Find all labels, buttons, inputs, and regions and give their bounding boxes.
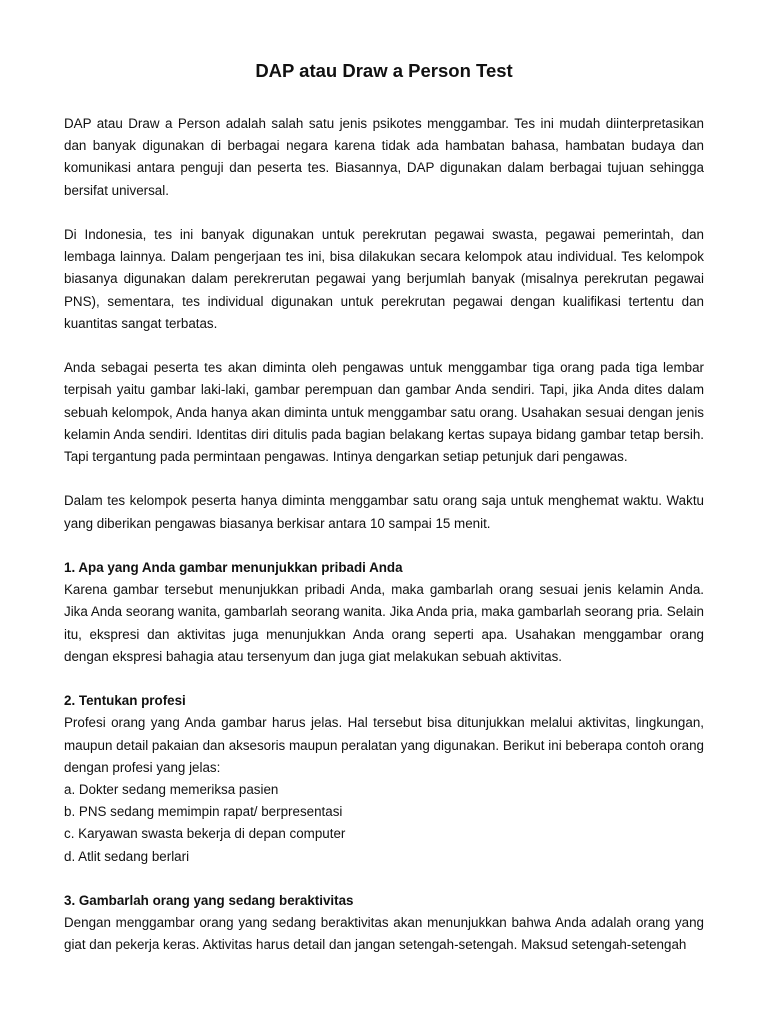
group-test-paragraph: Dalam tes kelompok peserta hanya diminta menggambar satu orang saja untuk menghemat waktu. Waktu yang diberikan pengawas biasanya berkisar antara 10 sampai 15 menit. <box>64 493 704 531</box>
list-item: c. Karyawan swasta bekerja di depan computer <box>64 826 346 842</box>
intro-paragraph: DAP atau Draw a Person adalah salah satu jenis psikotes menggambar. Tes ini mudah diinterpretasikan dan banyak digunakan di berbagai negara karena tidak ada hambatan bahasa, hambatan budaya dan komunikasi antara penguji dan peserta tes. Biasannya, DAP digunakan dalam berbagai tujuan sehingga bersifat universal. <box>64 116 704 198</box>
page-title: DAP atau Draw a Person Test <box>255 60 513 81</box>
section3-heading: 3. Gambarlah orang yang sedang beraktivitas <box>64 893 354 909</box>
instructions-paragraph: Anda sebagai peserta tes akan diminta oleh pengawas untuk menggambar tiga orang pada tiga lembar terpisah yaitu gambar laki-laki, gambar perempuan dan gambar Anda sendiri. Tapi, jika Anda dites dalam sebuah kelompok, Anda hanya akan diminta untuk menggambar satu orang. Usahakan sesuai dengan jenis kelamin Anda sendiri. Identitas diri ditulis pada bagian belakang kertas supaya bidang gambar tetap bersih. Tapi tergantung pada permintaan pengawas. Intinya dengarkan setiap petunjuk dari pengawas. <box>64 360 704 465</box>
list-item: a. Dokter sedang memeriksa pasien <box>64 782 279 798</box>
indonesia-paragraph: Di Indonesia, tes ini banyak digunakan untuk perekrutan pegawai swasta, pegawai pemerintah, dan lembaga lainnya. Dalam pengerjaan tes ini, bisa dilakukan secara kelompok atau individual. Tes kelompok biasanya digunakan dalam perekrerutan pegawai yang berjumlah banyak (misalnya perekrutan pegawai PNS), sementara, tes individual digunakan untuk perekrutan pegawai dengan kualifikasi tertentu dan kuantitas sangat terbatas. <box>64 227 704 331</box>
section3-body: Dengan menggambar orang yang sedang beraktivitas akan menunjukkan bahwa Anda adalah orang yang giat dan pekerja keras. Aktivitas harus detail dan jangan setengah-setengah. Maksud setengah-setengah <box>64 915 704 953</box>
section1-heading: 1. Apa yang Anda gambar menunjukkan pribadi Anda <box>64 560 403 575</box>
list-item: d. Atlit sedang berlari <box>64 848 190 864</box>
section1-body: Karena gambar tersebut menunjukkan pribadi Anda, maka gambarlah orang sesuai jenis kelamin Anda. Jika Anda seorang wanita, gambarlah seorang wanita. Jika Anda pria, maka gambarlah seorang pria. Selain itu, ekspresi dan aktivitas juga menunjukkan Anda orang seperti apa. Usahakan menggambar orang dengan ekspresi bahagia atau tersenyum dan juga giat melakukan sebuah aktivitas. <box>64 582 704 664</box>
list-item: b. PNS sedang memimpin rapat/ berpresentasi <box>64 804 343 820</box>
section2-heading: 2. Tentukan profesi <box>64 693 186 709</box>
document-body <box>64 113 704 957</box>
section2-body: Profesi orang yang Anda gambar harus jelas. Hal tersebut bisa ditunjukkan melalui aktivitas, lingkungan, maupun detail pakaian dan aksesoris maupun peralatan yang digunakan. Berikut ini beberapa contoh orang dengan profesi yang jelas: <box>64 715 704 775</box>
